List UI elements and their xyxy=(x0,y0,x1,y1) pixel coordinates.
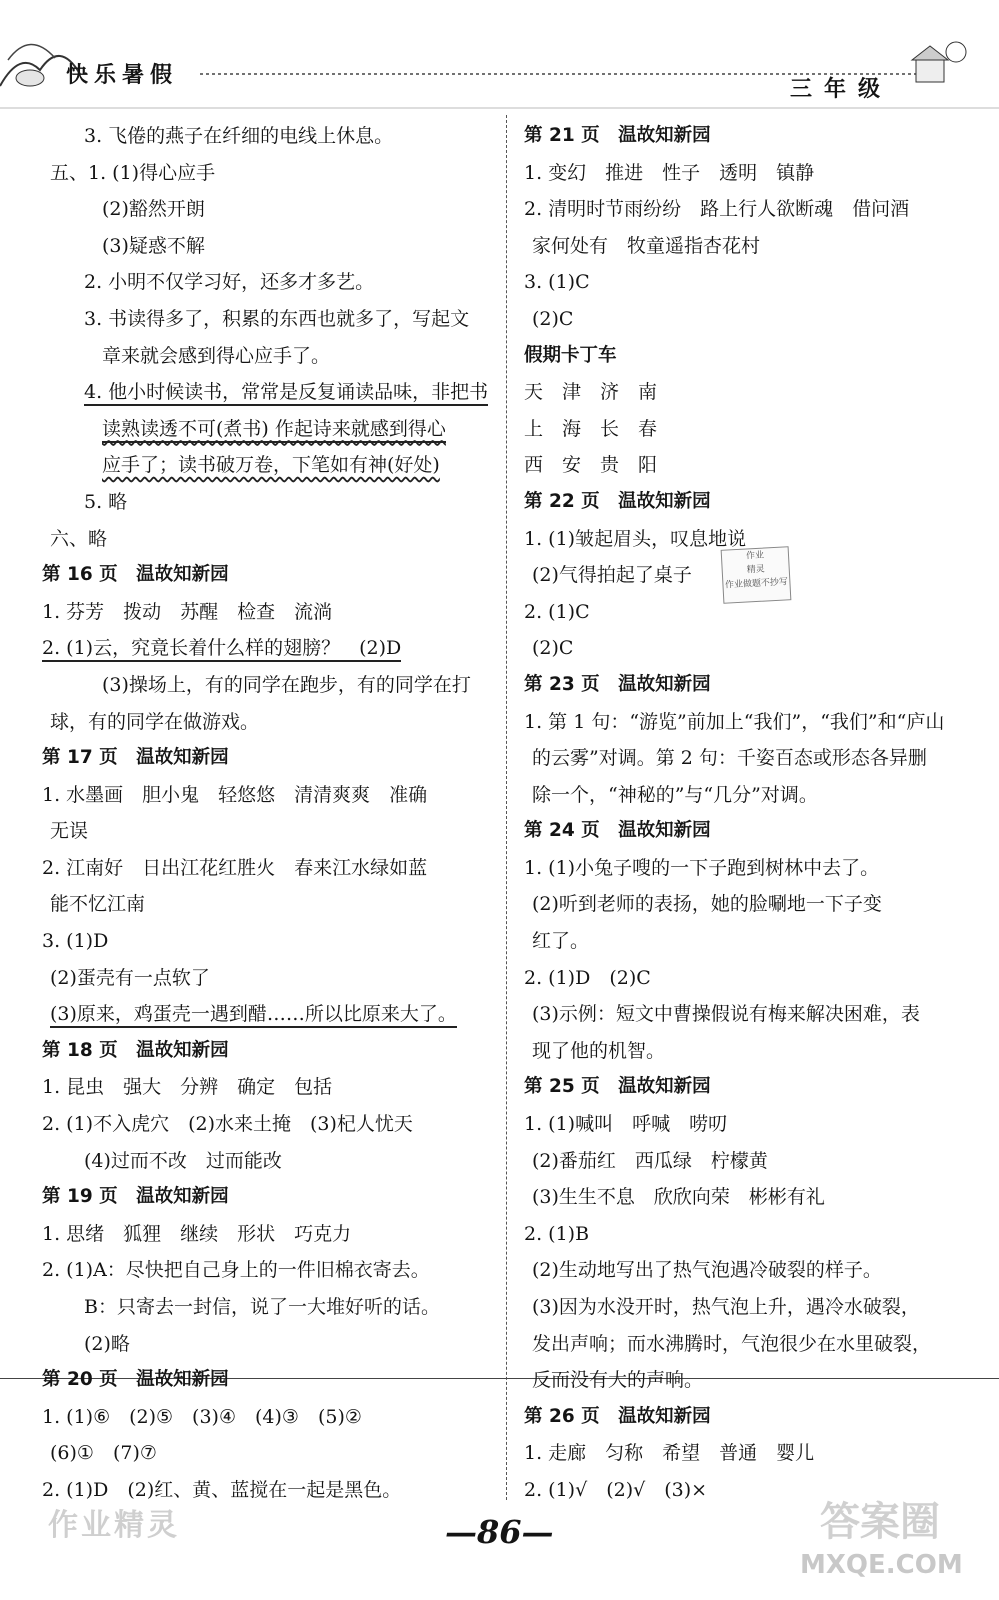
underlined-text: 读熟读透不可(煮书) 作起诗来就感到得心 xyxy=(102,418,446,443)
section-heading: 第 16 页 温故知新园 xyxy=(42,564,229,586)
text-line: (2)豁然开朗 xyxy=(102,198,205,221)
text-line: (2)生动地写出了热气泡遇冷破裂的样子。 xyxy=(532,1259,882,1282)
text-line: (2)番茄红 西瓜绿 柠檬黄 xyxy=(532,1149,768,1172)
text-line: (2)听到老师的表扬，她的脸唰地一下子变 xyxy=(532,893,882,916)
text-line: 2. (1)不入虎穴 (2)水来土掩 (3)杞人忧天 xyxy=(42,1113,413,1136)
text-line: (3)疑惑不解 xyxy=(102,234,205,257)
text-line: (2)略 xyxy=(84,1332,130,1355)
text-line: 3. (1)C xyxy=(524,271,590,294)
underlined-text: 4. 他小时候读书，常常是反复诵读品味，非把书 xyxy=(84,381,488,406)
text-line: (3)生生不息 欣欣向荣 彬彬有礼 xyxy=(532,1186,825,1209)
text-line: 发出声响；而水沸腾时，气泡很少在水里破裂， xyxy=(532,1332,932,1355)
text-line: 2. 清明时节雨纷纷 路上行人欲断魂 借问酒 xyxy=(524,198,910,221)
section-heading: 第 20 页 温故知新园 xyxy=(42,1369,229,1391)
text-line: 2. (1)B xyxy=(524,1222,590,1245)
section-heading: 第 21 页 温故知新园 xyxy=(524,125,711,146)
section-heading: 第 19 页 温故知新园 xyxy=(42,1186,229,1208)
text-line: 上 海 长 春 xyxy=(524,417,658,440)
text-line: 1. 思绪 狐狸 继续 形状 巧克力 xyxy=(42,1222,352,1245)
text-line: 1. (1)小兔子嗖的一下子跑到树林中去了。 xyxy=(524,856,880,879)
text-line: 六、略 xyxy=(50,527,108,550)
text-line: 1. 第 1 句：“游览”前加上“我们”，“我们”和“庐山 xyxy=(524,710,945,733)
text-line xyxy=(42,411,494,448)
text-line: 现了他的机智。 xyxy=(532,1039,666,1062)
text-line: 五、1. (1)得心应手 xyxy=(50,161,216,184)
text-line: 2. (1)√ (2)√ (3)× xyxy=(524,1478,708,1501)
text-line: (3)因为水没开时，热气泡上升，遇冷水破裂， xyxy=(532,1296,920,1318)
text-line: 红了。 xyxy=(532,930,590,953)
section-heading: 第 26 页 温故知新园 xyxy=(524,1405,711,1427)
text-line: 2. 小明不仅学习好，还多才多艺。 xyxy=(84,271,375,294)
text-line: (6)① (7)⑦ xyxy=(50,1442,157,1465)
section-heading: 第 25 页 温故知新园 xyxy=(524,1076,711,1098)
stamp-image: 作业 精灵 作业做题不抄写 xyxy=(721,546,792,603)
section-heading: 第 17 页 温故知新园 xyxy=(42,747,229,769)
text-line: 3. 飞倦的燕子在纤细的电线上休息。 xyxy=(84,125,394,147)
text-line: (2)气得拍起了桌子 xyxy=(532,564,692,587)
text-line: 西 安 贵 阳 xyxy=(524,454,658,477)
text-line: 2. (1)D (2)C xyxy=(524,966,651,989)
text-line: B：只寄去一封信，说了一大堆好听的话。 xyxy=(84,1296,440,1318)
text-line: 1. 走廊 匀称 希望 普通 婴儿 xyxy=(524,1442,815,1465)
text-line: 1. (1)喊叫 呼喊 唠叨 xyxy=(524,1113,728,1136)
text-line: 能不忆江南 xyxy=(50,893,146,916)
text-line xyxy=(42,996,494,1033)
section-heading: 第 18 页 温故知新园 xyxy=(42,1039,229,1061)
text-line: 2. 江南好 日出江花红胜火 春来江水绿如蓝 xyxy=(42,856,428,879)
left-column xyxy=(42,118,494,1509)
right-column xyxy=(524,118,964,1509)
text-line: 反而没有大的声响。 xyxy=(532,1369,704,1392)
underlined-text: 2. (1)云，究竟长着什么样的翅膀？ (2)D xyxy=(42,637,401,662)
text-line: 5. 略 xyxy=(84,490,128,513)
section-heading: 第 22 页 温故知新园 xyxy=(524,490,711,512)
text-line: 3. (1)D xyxy=(42,930,109,953)
header-grade: 三年级 xyxy=(790,76,893,102)
watermark-right: 答案圈 xyxy=(820,1499,940,1545)
watermark-left: 作业精灵 xyxy=(48,1508,180,1543)
page-header xyxy=(0,0,999,112)
text-line: 的云雾”对调。第 2 句：千姿百态或形态各异删 xyxy=(532,747,927,770)
text-line: 2. (1)C xyxy=(524,600,590,623)
text-line: 无误 xyxy=(50,820,89,843)
text-line: 章来就会感到得心应手了。 xyxy=(102,344,331,367)
text-line: 除一个，“神秘的”与“几分”对调。 xyxy=(532,783,818,806)
underlined-text: (3)原来，鸡蛋壳一遇到醋……所以比原来大了。 xyxy=(50,1003,457,1028)
text-line: (2)蛋壳有一点软了 xyxy=(50,966,210,989)
text-line xyxy=(42,447,494,484)
text-line: (4)过而不改 过而能改 xyxy=(84,1149,282,1172)
section-heading: 第 24 页 温故知新园 xyxy=(524,820,711,842)
text-line: 1. 水墨画 胆小鬼 轻悠悠 清清爽爽 准确 xyxy=(42,783,428,806)
header-title: 快乐暑假 xyxy=(66,62,179,88)
section-heading: 假期卡丁车 xyxy=(524,344,617,366)
text-line: (3)操场上，有的同学在跑步，有的同学在打 xyxy=(102,673,471,696)
text-line: 1. (1)⑥ (2)⑤ (3)④ (4)③ (5)② xyxy=(42,1405,362,1428)
underlined-text: 应手了；读书破万卷，下笔如有神(好处) xyxy=(102,454,440,477)
text-line: 3. 书读得多了，积累的东西也就多了，写起文 xyxy=(84,307,470,330)
text-line xyxy=(42,374,494,411)
text-line: 球，有的同学在做游戏。 xyxy=(50,710,260,733)
section-heading: 第 23 页 温故知新园 xyxy=(524,673,711,695)
text-line: 2. (1)D (2)红、黄、蓝搅在一起是黑色。 xyxy=(42,1478,402,1501)
text-line: 1. 昆虫 强大 分辨 确定 包括 xyxy=(42,1076,333,1099)
watermark-url: MXQE.COM xyxy=(800,1550,963,1580)
column-divider xyxy=(506,115,507,1500)
text-line: 1. 芬芳 拨动 苏醒 检查 流淌 xyxy=(42,600,333,623)
text-line: 1. 变幻 推进 性子 透明 镇静 xyxy=(524,161,815,184)
text-line: (2)C xyxy=(532,637,574,660)
page-number: —86— xyxy=(445,1513,554,1551)
text-line: 家何处有 牧童遥指杏花村 xyxy=(532,234,761,257)
text-line: 1. (1)皱起眉头，叹息地说 xyxy=(524,527,747,550)
text-line: 2. (1)A：尽快把自己身上的一件旧棉衣寄去。 xyxy=(42,1259,430,1282)
text-line xyxy=(42,630,494,667)
text-line: (3)示例：短文中曹操假说有梅来解决困难，表 xyxy=(532,1003,920,1026)
text-line: 天 津 济 南 xyxy=(524,381,658,404)
text-line: (2)C xyxy=(532,307,574,330)
